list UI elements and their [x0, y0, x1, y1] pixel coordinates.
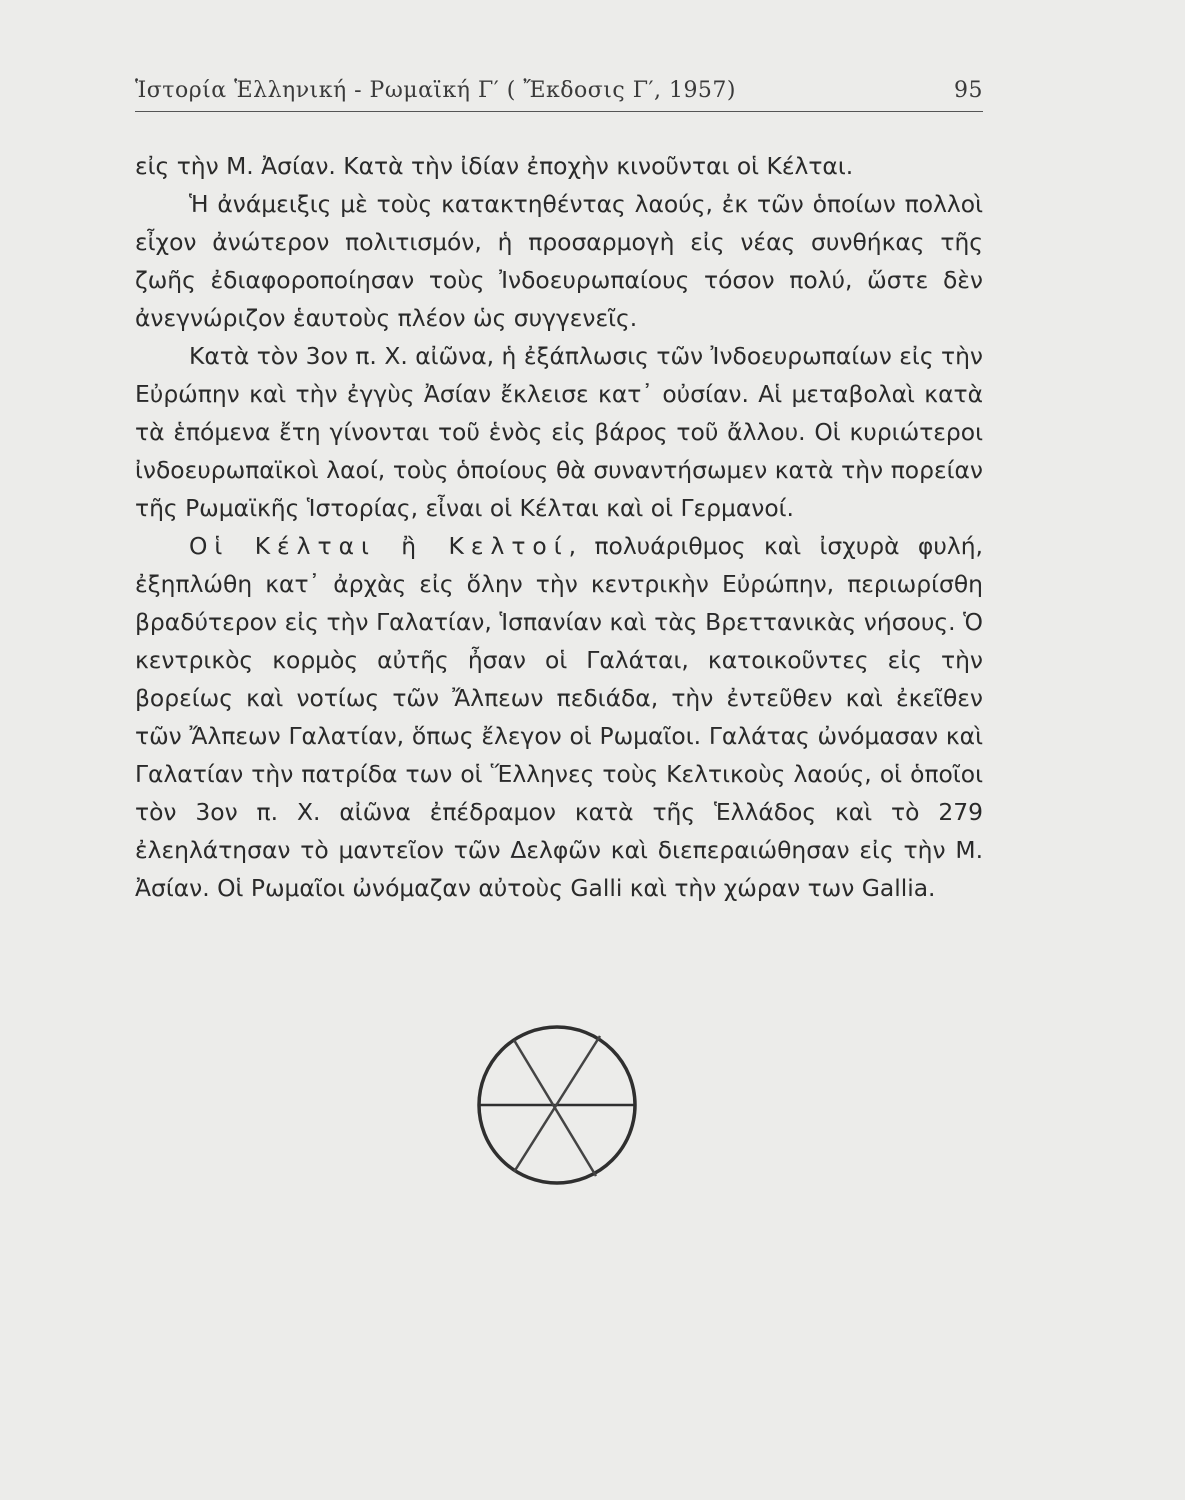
paragraph-continuation: εἰς τὴν Μ. Ἀσίαν. Κατὰ τὴν ἰδίαν ἐποχὴν κινοῦνται οἱ Κέλται.: [135, 152, 854, 180]
celts-paragraph-text: , πολυάριθμος καὶ ἰσχυρὰ φυλή, ἐξηπλώθη κατ᾽ ἀρχὰς εἰς ὅλην τὴν κεντρικὴν Εὐρώπην, περιωρίσθη βραδύτερον εἰς τὴν Γαλατίαν, Ἱσπανίαν καὶ τὰς Βρεττανικὰς νήσους. Ὁ κεντρικὸς κορμὸς αὐτῆς ἦσαν οἱ Γαλάται, κατοικοῦντες εἰς τὴν βορείως καὶ νοτίως τῶν Ἄλπεων πεδιάδα, τὴν ἐντεῦθεν καὶ ἐκεῖθεν τῶν Ἄλπεων Γαλατίαν, ὅπως ἔλεγον οἱ Ρωμαῖοι. Γαλάτας ὠνόμασαν καὶ Γαλατίαν τὴν πατρίδα των οἱ Ἕλληνες τοὺς Κελτικοὺς λαούς, οἱ ὁποῖοι τὸν 3ον π. Χ. αἰῶνα ἐπέδραμον κατὰ τῆς Ἑλλάδος καὶ τὸ 279 ἐλεηλάτησαν τὸ μαντεῖον τῶν Δελφῶν καὶ διεπεραιώθησαν εἰς τὴν Μ. Ἀσίαν. Οἱ Ρωμαῖοι ὠνόμαζαν αὐτοὺς Galli καὶ τὴν χώραν των Gallia.: [135, 532, 983, 902]
circle-cross-symbol: [472, 1020, 642, 1190]
main-text: [135, 147, 983, 907]
running-title: Ἱστορία Ἑλληνική - Ρωμαϊκή Γ′ ( Ἔκδοσις Γ′, 1957): [135, 78, 737, 103]
celts-spaced-heading: Οἱ Κέλται ἢ Κελτοί: [189, 532, 569, 560]
page-number: 95: [954, 78, 983, 103]
paragraph-expansion: Κατὰ τὸν 3ον π. Χ. αἰῶνα, ἡ ἐξάπλωσις τῶν Ἰνδοευρωπαίων εἰς τὴν Εὐρώπην καὶ τὴν ἐγγὺς Ἀσίαν ἔκλεισε κατ᾽ οὐσίαν. Αἱ μεταβολαὶ κατὰ τὰ ἑπόμενα ἔτη γίνονται τοῦ ἑνὸς εἰς βάρος τοῦ ἄλλου. Οἱ κυριώτεροι ἰνδοευρωπαϊκοὶ λαοί, τοὺς ὁποίους θὰ συναντήσωμεν κατὰ τὴν πορείαν τῆς Ρωμαϊκῆς Ἱστορίας, εἶναι οἱ Κέλται καὶ οἱ Γερμανοί.: [135, 342, 983, 522]
paragraph-celts: [135, 527, 983, 907]
paragraph-intermixing: Ἡ ἀνάμειξις μὲ τοὺς κατακτηθέντας λαούς, ἐκ τῶν ὁποίων πολλοὶ εἶχον ἀνώτερον πολιτισμόν, ἡ προσαρμογὴ εἰς νέας συνθήκας τῆς ζωῆς ἐδιαφοροποίησαν τοὺς Ἰνδοευρωπαίους τόσον πολύ, ὥστε δὲν ἀνεγνώριζον ἑαυτοὺς πλέον ὡς συγγενεῖς.: [135, 190, 983, 332]
running-header: [135, 78, 983, 112]
